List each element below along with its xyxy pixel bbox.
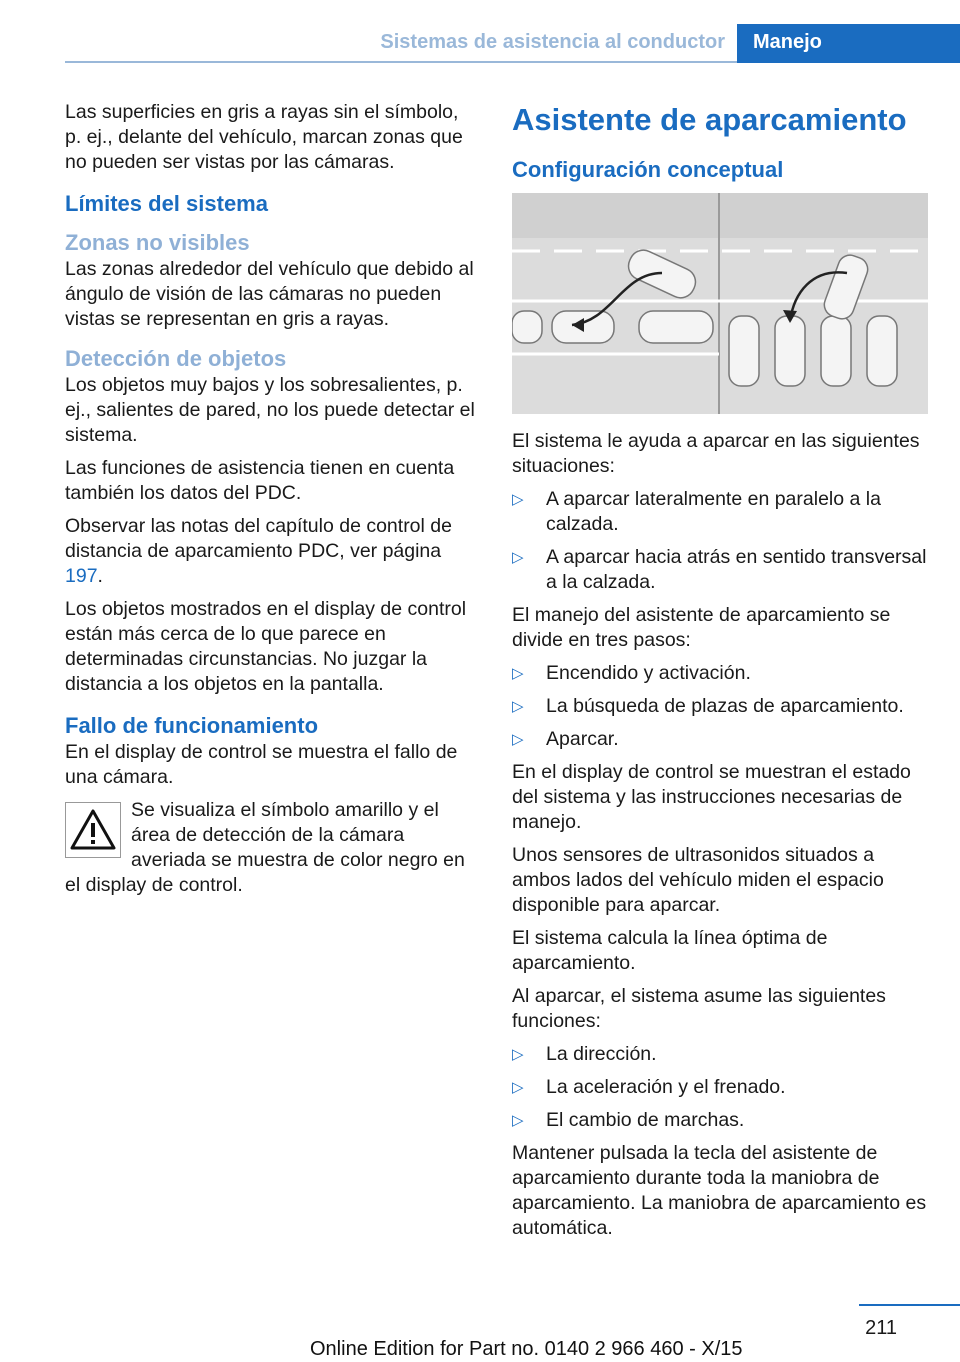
bullet-triangle-icon: ▷ (512, 491, 524, 508)
list-item: ▷ A aparcar hacia atrás en sentido transversal a la calzada. (512, 546, 927, 593)
list-item: ▷ La aceleración y el frenado. (512, 1076, 786, 1098)
heading-configuracion: Configuración conceptual (512, 157, 784, 182)
bullet-triangle-icon: ▷ (512, 665, 524, 682)
intro-paragraph: Las superficies en gris a rayas sin el símbolo, p. ej., delante del vehículo, marcan zonas que no pueden ser vistas por las cámaras. (65, 101, 463, 173)
list-item: ▷ La dirección. (512, 1043, 657, 1065)
warning-triangle-icon (65, 802, 121, 858)
paragraph-pasos: El manejo del asistente de aparcamiento se divide en tres pasos: (512, 604, 891, 651)
paragraph-estado: En el display de control se muestran el estado del sistema y las instrucciones necesarias de manejo. (512, 761, 911, 833)
list-item: ▷ El cambio de marchas. (512, 1109, 745, 1131)
paragraph-mantener: Mantener pulsada la tecla del asistente de aparcamiento durante toda la maniobra de aparcamiento. La maniobra de aparcamiento es automática. (512, 1142, 927, 1239)
header-section-title: Sistemas de asistencia al conductor (380, 31, 725, 53)
list-pasos (512, 661, 928, 752)
heading-zonas: Zonas no visibles (65, 230, 250, 255)
paragraph-funciones: Al aparcar, el sistema asume las siguientes funciones: (512, 985, 886, 1032)
bullet-triangle-icon: ▷ (512, 1046, 524, 1063)
page-number: 211 (865, 1317, 897, 1339)
warning-note (65, 798, 479, 898)
list-item: ▷ Encendido y activación. (512, 662, 751, 684)
parking-illustration (512, 193, 928, 414)
heading-deteccion: Detección de objetos (65, 346, 287, 371)
bullet-triangle-icon: ▷ (512, 1079, 524, 1096)
online-edition-footer: Online Edition for Part no. 0140 2 966 460 - X/15 (310, 1338, 743, 1360)
bullet-triangle-icon: ▷ (512, 549, 524, 566)
paragraph-det1: Los objetos muy bajos y los sobresalientes, p. ej., salientes de pared, no los puede detectar el sistema. (65, 374, 475, 446)
left-column (65, 100, 479, 898)
list-item: ▷ La búsqueda de plazas de aparcamiento. (512, 695, 904, 717)
right-column (512, 101, 928, 1249)
paragraph-det2: Las funciones de asistencia tienen en cuenta también los datos del PDC. (65, 457, 455, 504)
paragraph-det3 (65, 514, 479, 589)
header-tab: Manejo (737, 24, 960, 63)
footer-rule (859, 1304, 960, 1306)
heading-fallo: Fallo de funcionamiento (65, 713, 319, 738)
paragraph-zonas: Las zonas alrededor del vehículo que debido al ángulo de visión de las cámaras no pueden vistas se representan en gris a rayas. (65, 258, 474, 330)
heading-asistente: Asistente de aparcamiento (512, 102, 907, 137)
bullet-triangle-icon: ▷ (512, 698, 524, 715)
bullet-triangle-icon: ▷ (512, 1112, 524, 1129)
warning-text: Se visualiza el símbolo amarillo y el área de detección de la cámara averiada se muestra de color negro en el display de control. (65, 799, 465, 896)
paragraph-fallo: En el display de control se muestra el fallo de una cámara. (65, 741, 458, 788)
bullet-triangle-icon: ▷ (512, 731, 524, 748)
det3-end: . (97, 565, 103, 587)
list-item: ▷ Aparcar. (512, 728, 619, 750)
list-situaciones (512, 487, 928, 595)
paragraph-situaciones: El sistema le ayuda a aparcar en las siguientes situaciones: (512, 430, 920, 477)
list-funciones (512, 1042, 928, 1133)
paragraph-sensores: Unos sensores de ultrasonidos situados a ambos lados del vehículo miden el espacio disponible para aparcar. (512, 844, 884, 916)
paragraph-det4: Los objetos mostrados en el display de control están más cerca de lo que parece en determinadas circunstancias. No juzgar la distancia a los objetos en la pantalla. (65, 598, 467, 695)
paragraph-linea: El sistema calcula la línea óptima de aparcamiento. (512, 927, 828, 974)
det3-text: Observar las notas del capítulo de control de distancia de aparcamiento PDC, ver página (65, 515, 452, 562)
heading-limits: Límites del sistema (65, 191, 268, 216)
list-item: ▷ A aparcar lateralmente en paralelo a la calzada. (512, 488, 881, 535)
page-link-197[interactable]: 197 (65, 565, 98, 587)
